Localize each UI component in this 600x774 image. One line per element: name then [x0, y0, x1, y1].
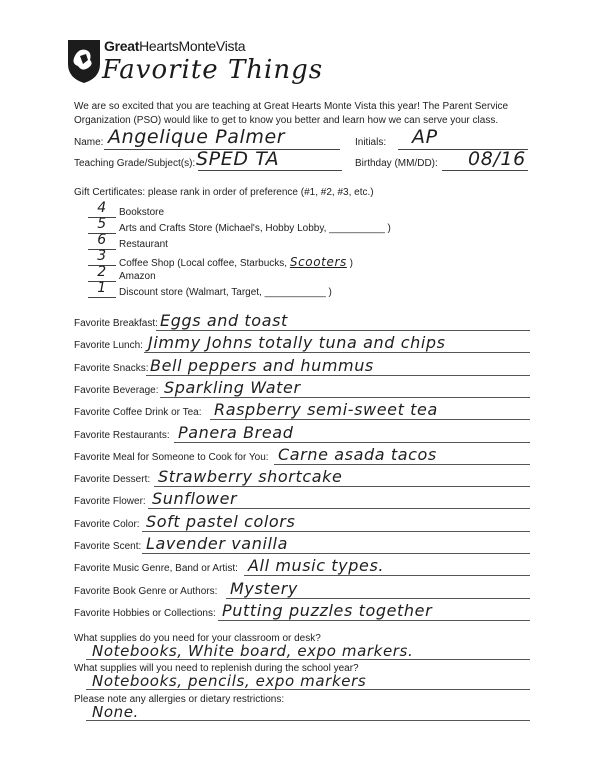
favorite-label: Favorite Music Genre, Band or Artist: [74, 563, 238, 574]
favorite-answer[interactable]: Sparkling Water [164, 378, 301, 397]
rank-line [88, 297, 116, 298]
favorite-label: Favorite Restaurants: [74, 430, 170, 441]
gift-rank-bookstore[interactable]: 4 [97, 200, 107, 216]
favorite-label: Favorite Color: [74, 519, 140, 530]
answer-line [144, 352, 530, 353]
answer-line [226, 598, 530, 599]
answer-line [86, 720, 530, 721]
favorite-answer[interactable]: Bell peppers and hummus [150, 356, 374, 375]
grade-value[interactable]: SPED TA [196, 148, 280, 170]
answer-line [210, 419, 530, 420]
gift-label-discount: Discount store (Walmart, Target, ___________ ) [119, 287, 332, 298]
answer-line [244, 575, 530, 576]
page-title: Favorite Things [102, 55, 324, 85]
grade-label: Teaching Grade/Subject(s): [74, 158, 196, 169]
favorite-label: Favorite Scent: [74, 541, 142, 552]
favorite-label: Favorite Breakfast: [74, 318, 158, 329]
question-label: What supplies do you need for your classroom or desk? [74, 633, 321, 644]
gift-coffee-extra[interactable]: Scooters [289, 255, 347, 269]
question-label: What supplies will you need to replenish during the school year? [74, 663, 359, 674]
favorite-answer[interactable]: Lavender vanilla [146, 534, 288, 553]
favorite-answer[interactable]: Panera Bread [178, 423, 294, 442]
grade-line [198, 170, 342, 171]
birthday-label: Birthday (MM/DD): [355, 158, 438, 169]
brand-bold: Great [104, 38, 140, 54]
favorite-label: Favorite Hobbies or Collections: [74, 608, 216, 619]
answer-line [148, 508, 530, 509]
gift-label-restaurant: Restaurant [119, 239, 168, 250]
brand-name [104, 38, 245, 54]
name-label: Name: [74, 137, 104, 148]
favorite-answer[interactable]: Sunflower [152, 489, 238, 508]
answer-line [146, 375, 530, 376]
favorite-answer[interactable]: Carne asada tacos [278, 445, 437, 464]
brand-rest: HeartsMonteVista [139, 38, 246, 54]
initials-label: Initials: [355, 137, 387, 148]
favorite-answer[interactable]: Putting puzzles together [222, 601, 433, 620]
school-crest-logo [66, 38, 102, 84]
gift-label-coffee-text: Coffee Shop (Local coffee, Starbucks, [119, 258, 288, 269]
answer-line [156, 330, 530, 331]
favorite-label: Favorite Beverage: [74, 385, 159, 396]
gift-coffee-tail: ) [346, 258, 353, 269]
gift-rank-coffee[interactable]: 3 [97, 248, 107, 264]
answer-line [142, 531, 530, 532]
favorite-label: Favorite Coffee Drink or Tea: [74, 407, 202, 418]
name-value[interactable]: Angelique Palmer [108, 126, 286, 148]
answer-line [160, 397, 530, 398]
answer-line [274, 464, 530, 465]
birthday-value[interactable]: 08/16 [468, 148, 526, 170]
favorite-answer[interactable]: Soft pastel colors [146, 512, 296, 531]
favorite-label: Favorite Snacks: [74, 363, 149, 374]
favorite-answer[interactable]: Raspberry semi-sweet tea [214, 400, 438, 419]
favorite-label: Favorite Dessert: [74, 474, 151, 485]
initials-value[interactable]: AP [412, 126, 438, 148]
answer-line [218, 620, 530, 621]
gift-label-bookstore: Bookstore [119, 207, 165, 218]
gift-label-amazon: Amazon [119, 271, 156, 282]
birthday-line [442, 170, 528, 171]
favorite-label: Favorite Meal for Someone to Cook for You: [74, 452, 269, 463]
gift-label-arts: Arts and Crafts Store (Michael's, Hobby Lobby, __________ ) [119, 223, 391, 234]
gift-label-coffee [119, 255, 353, 269]
favorite-answer[interactable]: Eggs and toast [160, 311, 288, 330]
question-answer[interactable]: Notebooks, White board, expo markers. [92, 642, 414, 660]
answer-line [174, 442, 530, 443]
gift-heading: Gift Certificates: please rank in order of preference (#1, #2, #3, etc.) [74, 187, 374, 198]
gift-rank-arts[interactable]: 5 [97, 216, 107, 232]
intro-text: We are so excited that you are teaching at Great Hearts Monte Vista this year! The Parent Service Organization (PSO) would like to get to know you better and learn how we can serve your class. [74, 101, 509, 126]
answer-line [142, 553, 530, 554]
answer-line [154, 486, 530, 487]
favorite-answer[interactable]: Strawberry shortcake [158, 467, 343, 486]
favorite-answer[interactable]: Mystery [230, 579, 298, 598]
question-answer[interactable]: Notebooks, pencils, expo markers [92, 672, 367, 690]
gift-rank-amazon[interactable]: 2 [97, 264, 107, 280]
question-label: Please note any allergies or dietary restrictions: [74, 694, 285, 705]
gift-rank-discount[interactable]: 1 [97, 280, 107, 296]
favorite-label: Favorite Book Genre or Authors: [74, 586, 218, 597]
favorite-label: Favorite Flower: [74, 496, 146, 507]
question-answer[interactable]: None. [92, 703, 139, 721]
favorite-answer[interactable]: Jimmy Johns totally tuna and chips [148, 333, 446, 352]
favorite-answer[interactable]: All music types. [248, 556, 385, 575]
gift-rank-restaurant[interactable]: 6 [97, 232, 107, 248]
favorite-label: Favorite Lunch: [74, 340, 143, 351]
